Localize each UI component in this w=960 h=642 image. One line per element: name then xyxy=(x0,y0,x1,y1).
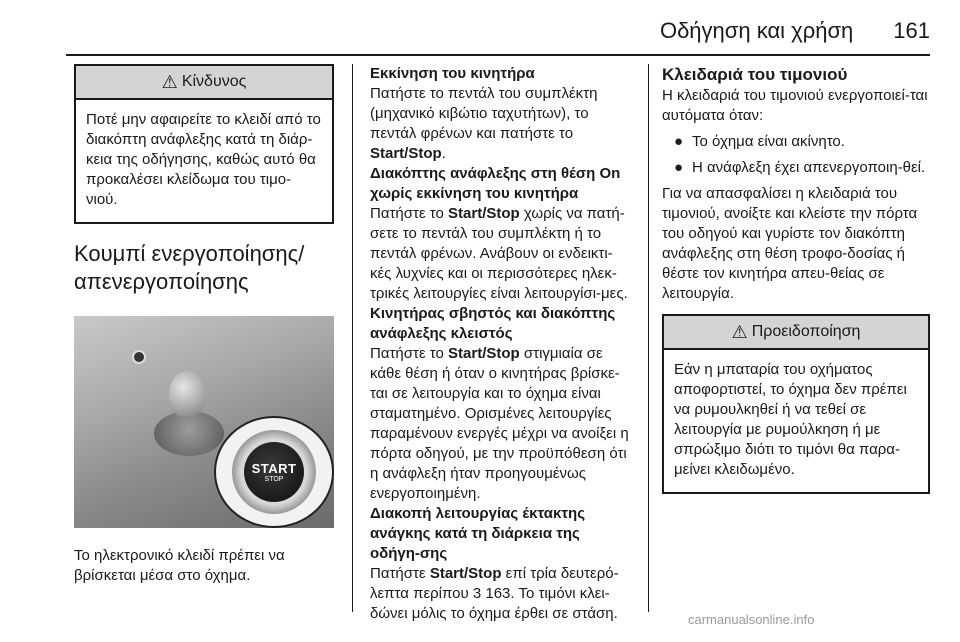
heading-engine-off: Κινητήρας σβηστός και διακόπτης ανάφλεξης κλειστός xyxy=(370,305,616,342)
warning-box xyxy=(662,314,930,494)
column-2 xyxy=(370,64,632,624)
key-start-stop: Start/Stop xyxy=(448,205,520,222)
steering-unlock-text: Για να απασφαλίσει η κλειδαριά του τιμονιού, ανοίξτε και κλείστε την πόρτα του οδηγού και γυρίστε τον διακόπτη ανάφλεξης στη θέση τροφο-δοσίας ή θέστε τον κινητήρα απευ-θείας σε λειτουργία. xyxy=(662,185,918,302)
warning-box-header xyxy=(664,316,928,350)
steering-lock-title: Κλειδαριά του τιμονιού xyxy=(662,65,848,84)
text-engine-start: Πατήστε το πεντάλ του συμπλέκτη (μηχανικό κιβώτιο ταχυτήτων), το πεντάλ φρένων και πατήστε το xyxy=(370,85,598,142)
start-label: START xyxy=(251,461,297,476)
watermark: carmanualsonline.info xyxy=(688,612,815,627)
paragraph-engine-start xyxy=(370,64,632,164)
stop-label: STOP xyxy=(264,476,284,483)
heading-emergency-stop: Διακοπή λειτουργίας έκτακτης ανάγκης κατά τη διάρκεια της οδήγη-σης xyxy=(370,505,586,562)
text-end: . xyxy=(441,145,446,162)
page-ref-text: 163. Το τιμόνι κλει-δώνει μόλις το όχημα έρθει σε στάση. xyxy=(370,585,618,622)
column-1 xyxy=(74,64,334,586)
gear-boot xyxy=(154,411,224,456)
warning-heading: Προειδοποίηση xyxy=(751,323,861,340)
paragraph-emergency-stop xyxy=(370,504,632,624)
danger-heading: Κίνδυνος xyxy=(181,73,247,90)
key-start-stop: Start/Stop xyxy=(429,565,502,582)
text-press: Πατήστε το xyxy=(370,345,444,362)
page-ref-arrow-icon: 3 xyxy=(472,585,482,602)
start-button-callout xyxy=(214,416,334,528)
bullet-icon: ● xyxy=(674,159,684,176)
page-number: 161 xyxy=(893,18,930,43)
list-item: ● Η ανάφλεξη έχει απενεργοποιη-θεί. xyxy=(674,159,926,176)
warning-text: Εάν η μπαταρία του οχήματος αποφορτιστεί, το όχημα δεν πρέπει να ρυμουλκηθεί ή να τεθεί σε λειτουργία με ρυμούλκηση ή με σπρώξιμο διότι το τιμόνι θα παρα-μείνει κλειδωμένο. xyxy=(674,361,907,478)
danger-box-header xyxy=(76,66,332,100)
gear-knob xyxy=(169,371,205,417)
text-emergency-stop: επί τρία δευτερό-λεπτα περίπου xyxy=(370,565,619,602)
column-3 xyxy=(662,64,930,494)
danger-box xyxy=(74,64,334,224)
paragraph-ignition-on xyxy=(370,164,632,304)
photo-caption: Το ηλεκτρονικό κλειδί πρέπει να βρίσκεται μέσα στο όχημα. xyxy=(74,547,285,584)
text-press: Πατήστε το xyxy=(370,205,444,222)
section-title: Κουμπί ενεργοποίησης/απενεργοποίησης xyxy=(74,241,305,294)
bullet-icon: ● xyxy=(674,133,684,150)
list-item: ● Το όχημα είναι ακίνητο. xyxy=(674,133,845,150)
page-header xyxy=(660,18,930,58)
danger-text: Ποτέ μην αφαιρείτε το κλειδί από το διακόπτη ανάφλεξης κατά τη διάρ-κεια της οδήγησης, καθώς αυτό θα προκαλέσει κλείδωμα του τιμο-νιού. xyxy=(86,111,321,208)
heading-ignition-on: Διακόπτης ανάφλεξης στη θέση On χωρίς εκκίνηση του κινητήρα xyxy=(370,165,621,202)
start-button-ring xyxy=(232,430,316,514)
key-start-stop: Start/Stop xyxy=(448,345,520,362)
header-rule xyxy=(66,54,930,56)
steering-lock-intro: Η κλειδαριά του τιμονιού ενεργοποιεί-ται αυτόματα όταν: xyxy=(662,87,928,124)
warning-triangle-icon: ⚠ xyxy=(161,71,178,92)
paragraph-engine-off xyxy=(370,304,632,504)
column-divider-2 xyxy=(648,64,649,612)
steering-lock-list xyxy=(662,132,930,178)
console-button xyxy=(132,350,146,364)
heading-engine-start: Εκκίνηση του κινητήρα xyxy=(370,65,535,82)
key-start-stop: Start/Stop xyxy=(370,145,442,162)
text-ignition-on: χωρίς να πατή-σετε το πεντάλ του συμπλέκτη ή το πεντάλ φρένων. Ανάβουν οι ενδεικτι-κές λυχνίες και οι περισσότερες ηλεκ-τρικές λειτουργίες είναι λειτουργίσι-μες. xyxy=(370,205,628,302)
text-press: Πατήστε xyxy=(370,565,426,582)
start-stop-button xyxy=(244,442,304,502)
warning-triangle-icon: ⚠ xyxy=(731,321,748,342)
header-title: Οδήγηση και χρήση xyxy=(659,18,854,43)
column-divider-1 xyxy=(352,64,353,612)
text-engine-off: στιγμιαία σε κάθε θέση ή όταν ο κινητήρας βρίσκε-ται σε λειτουργία και το όχημα είναι σταματημένο. Ορισμένες λειτουργίες παραμένουν ενεργές μέχρι να ανοίξει η πόρτα οδηγού, με την προϋπόθεση ότι η ανάφλεξη ήταν προηγουμένως ενεργοποιημένη. xyxy=(370,345,629,502)
start-stop-photo xyxy=(74,316,334,528)
